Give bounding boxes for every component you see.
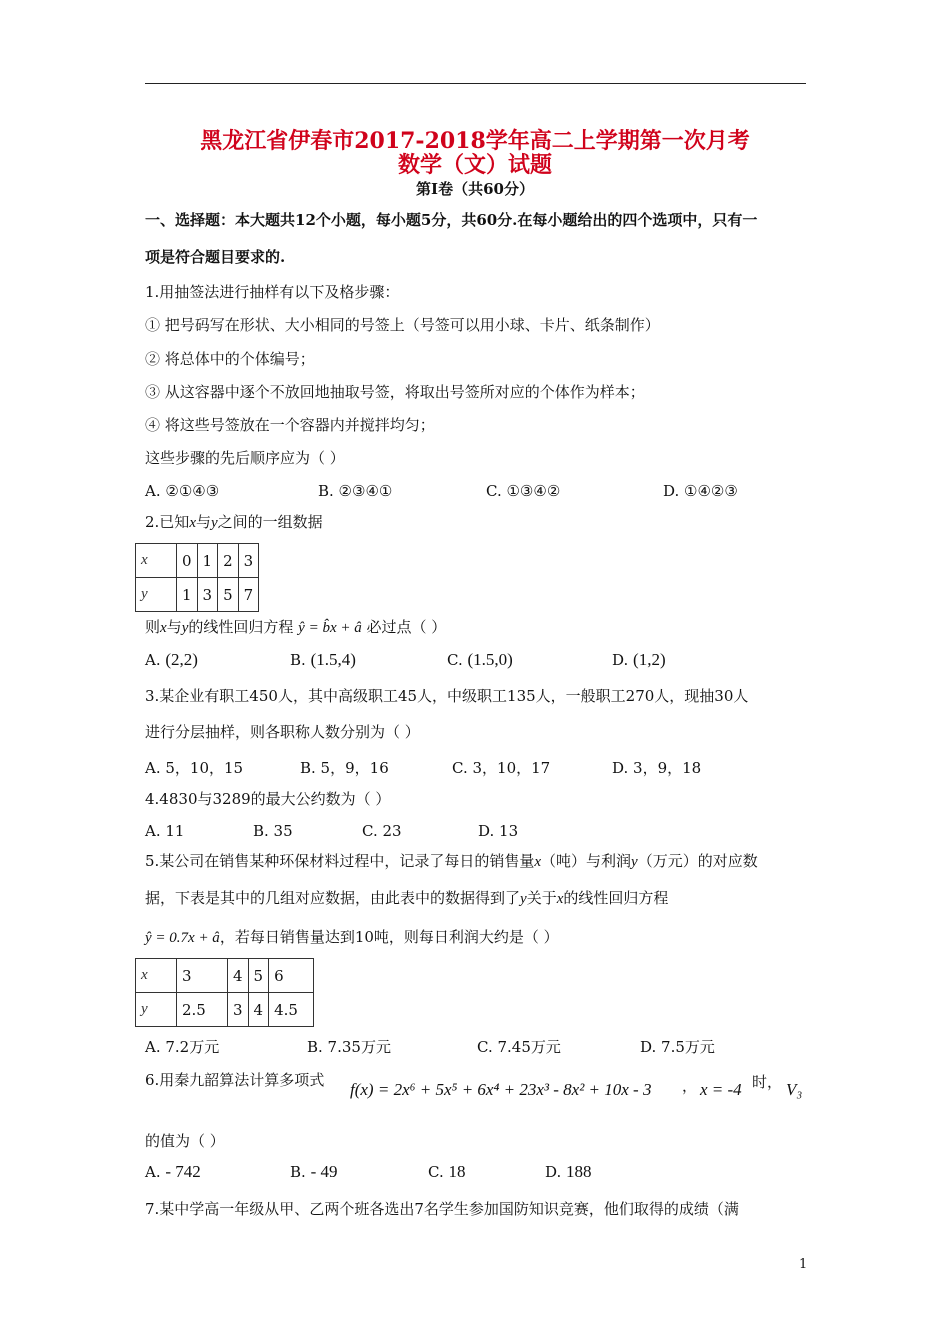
q3-stem-line2: 进行分层抽样，则各职称人数分别为（ ） [145, 723, 420, 741]
table-row [136, 959, 314, 993]
q7-stem-line1: 7.某中学高一年级从甲、乙两个班各选出7名学生参加国防知识竞赛，他们取得的成绩（满 [145, 1200, 739, 1218]
q2-data-table [135, 543, 259, 612]
table-row [136, 993, 314, 1027]
q6-comma: ， [682, 1077, 698, 1095]
q5-stem-line1: 5.某公司在销售某种环保材料过程中，记录了每日的销售量x（吨）与利润y（万元）的对应数 [145, 852, 758, 870]
q1-option-a: A. ②①④③ [145, 482, 220, 500]
table-cell: 6 [269, 959, 314, 993]
table-header-x: x [136, 544, 177, 578]
q6-v3: V₃ [786, 1080, 803, 1099]
q3-option-b: B. 5，9，16 [300, 759, 389, 777]
q2-option-b: B. (1.5,4) [290, 650, 356, 669]
table-cell: 2 [218, 544, 239, 578]
table-cell: 5 [248, 959, 269, 993]
header-rule [145, 83, 806, 84]
q4-option-a: A. 11 [145, 822, 185, 840]
table-cell: 0 [177, 544, 198, 578]
q5-stem-line2: 据，下表是其中的几组对应数据，由此表中的数据得到了y关于x的线性回归方程 [145, 889, 669, 907]
table-cell: 1 [177, 578, 198, 612]
q5-equation: ŷ = 0.7x + â [145, 930, 220, 946]
table-cell: 3 [238, 544, 259, 578]
q1-stem: 1.用抽签法进行抽样有以下及格步骤： [145, 283, 400, 301]
table-cell: 4.5 [269, 993, 314, 1027]
q1-step-2: ② 将总体中的个体编号； [145, 350, 315, 368]
q1-step-4: ④ 将这些号签放在一个容器内并搅拌均匀； [145, 416, 435, 434]
q1-ask: 这些步骤的先后顺序应为（ ） [145, 449, 345, 467]
table-cell: 7 [238, 578, 259, 612]
q1-option-b: B. ②③④① [318, 482, 393, 500]
q4-option-b: B. 35 [253, 822, 293, 840]
q2-stem: 2.已知x与y之间的一组数据 [145, 513, 323, 531]
q2-option-d: D. (1,2) [612, 650, 666, 669]
section-instruction-line2: 项是符合题目要求的. [145, 248, 286, 266]
table-cell: 4 [248, 993, 269, 1027]
document-subtitle: 数学（文）试题 [397, 152, 552, 178]
q2-regression-line: 则x与y的线性回归方程 ŷ = b̂x + â 必过点（ ） [145, 618, 447, 636]
q5-stem-line3: ŷ = 0.7x + â，若每日销售量达到10吨，则每日利润大约是（ ） [145, 928, 559, 946]
q4-stem: 4.4830与3289的最大公约数为（ ） [145, 790, 391, 808]
table-header-x: x [136, 959, 177, 993]
table-row [136, 578, 259, 612]
q1-step-3: ③ 从这容器中逐个不放回地抽取号签，将取出号签所对应的个体作为样本； [145, 383, 645, 401]
q6-polynomial: f(x) = 2x⁶ + 5x⁵ + 6x⁴ + 23x³ - 8x² + 10x - 3 [350, 1080, 652, 1099]
q5-option-c: C. 7.45万元 [477, 1038, 561, 1056]
table-header-y: y [136, 578, 177, 612]
q2-option-c: C. (1.5,0) [447, 650, 513, 669]
q1-option-d: D. ①④②③ [663, 482, 738, 500]
q4-option-d: D. 13 [478, 822, 519, 840]
q6-option-b: B. - 49 [290, 1162, 338, 1181]
page-number: 1 [799, 1257, 808, 1272]
table-header-y: y [136, 993, 177, 1027]
part-heading: 第Ⅰ卷（共60分） [416, 180, 534, 198]
q3-option-a: A. 5，10，15 [145, 759, 244, 777]
q6-option-d: D. 188 [545, 1162, 592, 1181]
q6-stem: 6.用秦九韶算法计算多项式 [145, 1071, 325, 1089]
q6-ask: 的值为（ ） [145, 1132, 225, 1150]
q5-option-a: A. 7.2万元 [145, 1038, 220, 1056]
q5-data-table [135, 958, 314, 1027]
table-cell: 3 [197, 578, 218, 612]
q5-option-b: B. 7.35万元 [307, 1038, 391, 1056]
q6-when: 时， [752, 1073, 783, 1091]
table-cell: 4 [228, 959, 249, 993]
table-cell: 3 [228, 993, 249, 1027]
q4-option-c: C. 23 [362, 822, 402, 840]
table-cell: 5 [218, 578, 239, 612]
q3-option-c: C. 3，10，17 [452, 759, 551, 777]
q1-option-c: C. ①③④② [486, 482, 561, 500]
q2-option-a: A. (2,2) [145, 650, 198, 669]
q3-stem-line1: 3.某企业有职工450人，其中高级职工45人，中级职工135人，一般职工270人，现抽30人 [145, 687, 749, 705]
table-cell: 2.5 [177, 993, 228, 1027]
q6-option-c: C. 18 [428, 1162, 466, 1181]
table-cell: 1 [197, 544, 218, 578]
q6-option-a: A. - 742 [145, 1162, 201, 1181]
q3-option-d: D. 3，9，18 [612, 759, 702, 777]
q1-step-1: ① 把号码写在形状、大小相同的号签上（号签可以用小球、卡片、纸条制作） [145, 316, 660, 334]
table-cell: 3 [177, 959, 228, 993]
section-instruction-line1: 一、选择题：本大题共12个小题，每小题5分，共60分.在每小题给出的四个选项中，只有一 [145, 211, 758, 229]
q6-condition: x = -4 [700, 1080, 742, 1099]
q5-option-d: D. 7.5万元 [640, 1038, 715, 1056]
document-title: 黑龙江省伊春市2017-2018学年高二上学期第一次月考 [200, 128, 750, 154]
table-row [136, 544, 259, 578]
q2-equation: ŷ = b̂x + â [298, 620, 362, 636]
